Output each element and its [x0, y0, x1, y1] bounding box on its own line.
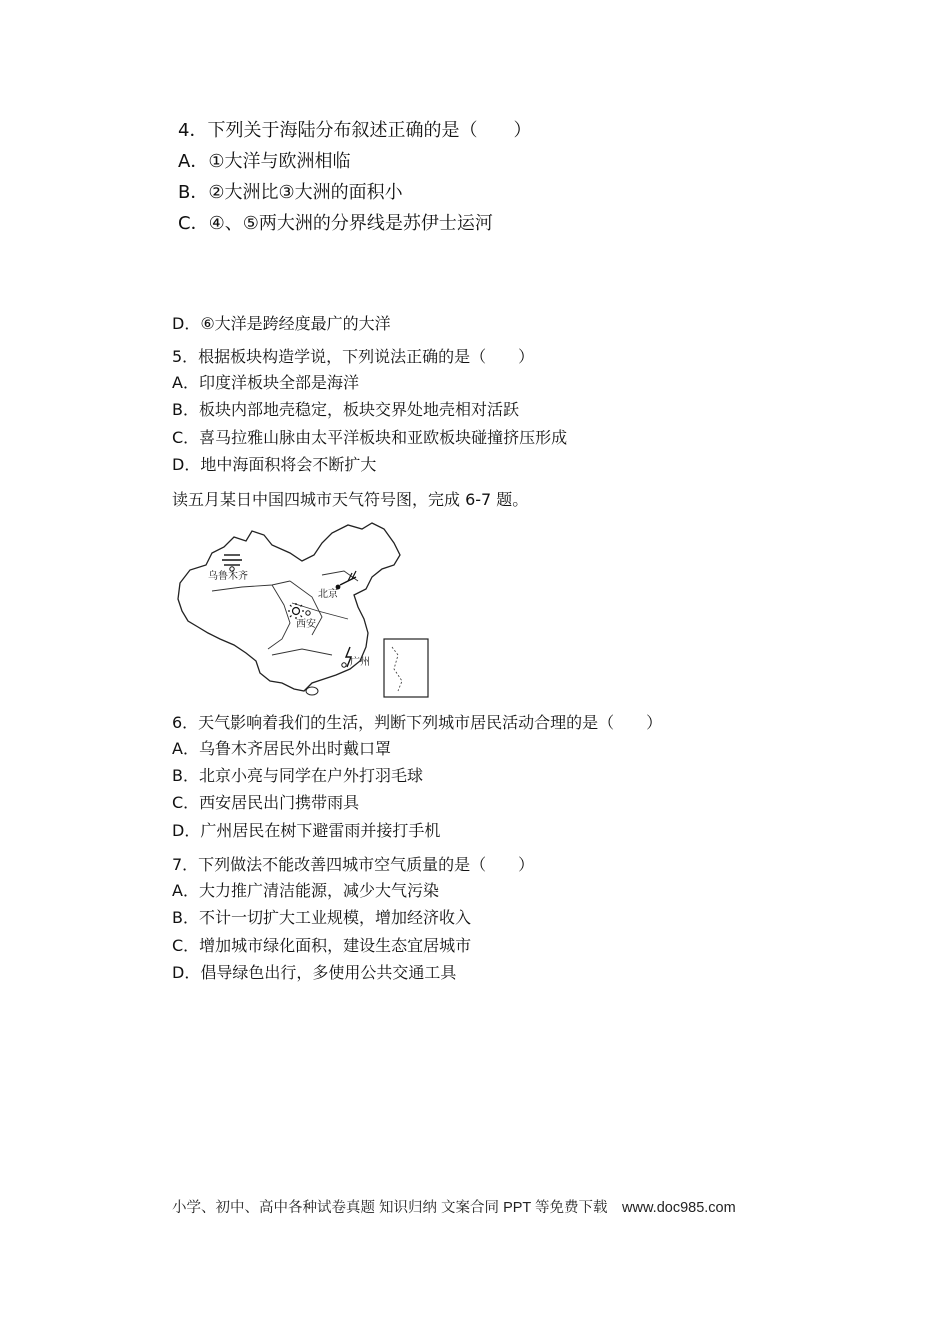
q6-stem: 6．天气影响着我们的生活，判断下列城市居民活动合理的是（ ） [172, 713, 663, 732]
q7-option-b: B．不计一切扩大工业规模，增加经济收入 [172, 908, 471, 927]
sun-weather-icon [288, 603, 304, 619]
q4-option-c: C．④、⑤两大洲的分界线是苏伊士运河 [178, 213, 493, 234]
q7-option-d: D．倡导绿色出行，多使用公共交通工具 [172, 963, 457, 982]
q5-stem: 5．根据板块构造学说，下列说法正确的是（ ） [172, 347, 535, 366]
q6-option-c: C．西安居民出门携带雨具 [172, 793, 360, 812]
q5-option-c: C．喜马拉雅山脉由太平洋板块和亚欧板块碰撞挤压形成 [172, 428, 568, 447]
hainan-island [306, 687, 318, 695]
q6-option-a: A．乌鲁木齐居民外出时戴口罩 [172, 739, 391, 758]
q6-option-d: D．广州居民在树下避雷雨并接打手机 [172, 821, 441, 840]
province-line [272, 649, 332, 655]
province-line [268, 585, 290, 649]
xian-label: 西安 [296, 619, 316, 630]
south-china-sea-inset [384, 639, 428, 697]
q5-option-b: B．板块内部地壳稳定，板块交界处地壳相对活跃 [172, 400, 519, 419]
section-intro: 读五月某日中国四城市天气符号图，完成 6-7 题。 [172, 490, 529, 509]
xian-dot [306, 611, 310, 615]
q4-option-d: D．⑥大洋是跨经度最广的大洋 [172, 314, 391, 333]
province-line [322, 571, 358, 581]
guangzhou-dot [342, 663, 346, 667]
q4-option-a: A．①大洋与欧洲相临 [178, 151, 351, 172]
q5-option-a: A．印度洋板块全部是海洋 [172, 373, 359, 392]
china-weather-map [172, 515, 434, 701]
q7-stem: 7．下列做法不能改善四城市空气质量的是（ ） [172, 855, 535, 874]
wind-weather-icon [340, 571, 356, 585]
page-footer: 小学、初中、高中各种试卷真题 知识归纳 文案合同 PPT 等免费下载 www.doc985.com [172, 1200, 736, 1216]
q4-stem: 4．下列关于海陆分布叙述正确的是（ ） [178, 120, 532, 141]
q6-option-b: B．北京小亮与同学在户外打羽毛球 [172, 766, 423, 785]
beijing-label: 北京 [318, 589, 338, 600]
province-line [292, 603, 348, 619]
province-line [212, 581, 290, 591]
urumqi-label: 乌鲁木齐 [208, 571, 248, 582]
q4-option-b: B．②大洲比③大洲的面积小 [178, 182, 403, 203]
q5-option-d: D．地中海面积将会不断扩大 [172, 455, 377, 474]
q7-option-c: C．增加城市绿化面积，建设生态宜居城市 [172, 936, 472, 955]
guangzhou-label: 广州 [350, 657, 370, 668]
q7-option-a: A．大力推广清洁能源，减少大气污染 [172, 881, 439, 900]
fog-weather-icon [222, 555, 242, 565]
